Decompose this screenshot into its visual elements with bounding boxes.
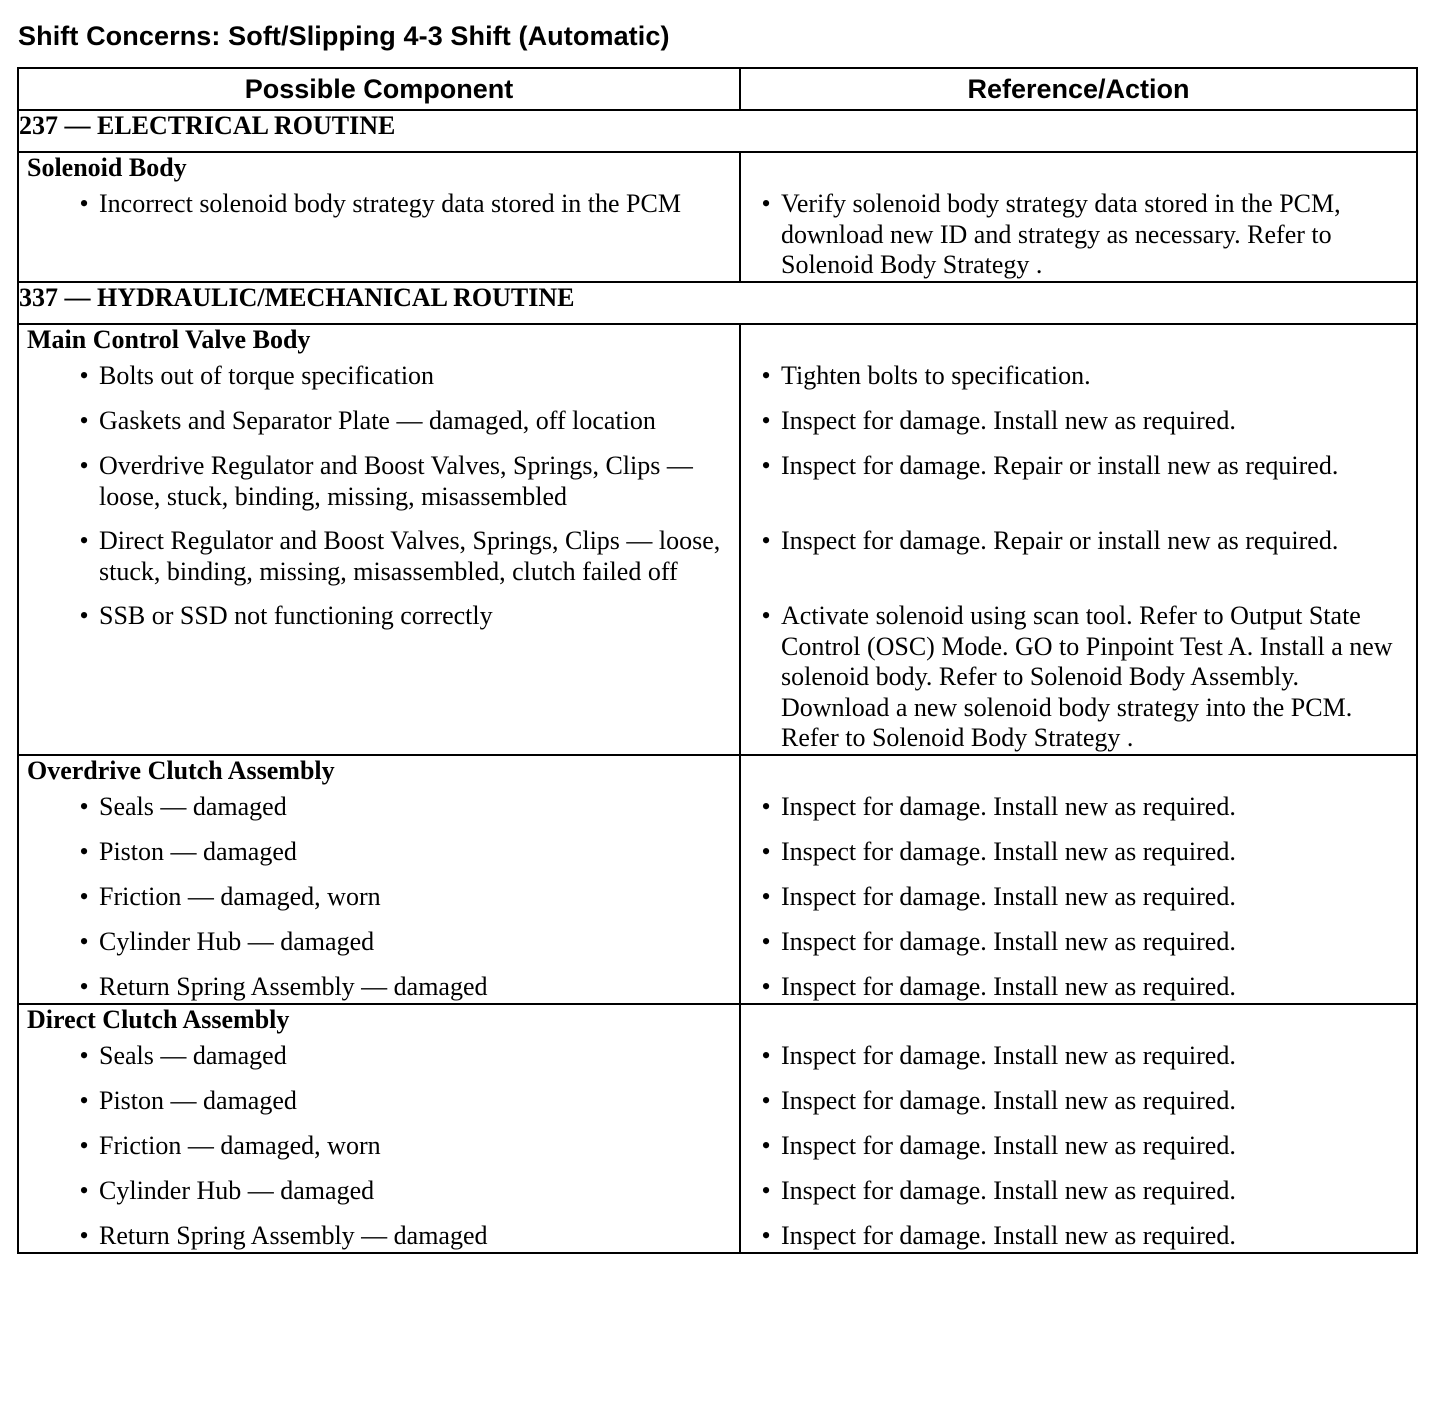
component-cell: [18, 324, 740, 755]
action-item: [741, 972, 1416, 1003]
component-item: [19, 1221, 739, 1252]
component-cell: [18, 755, 740, 1004]
component-group-row: [18, 152, 1417, 282]
routine-row: [18, 282, 1417, 324]
component-item: [19, 927, 739, 958]
bullet-icon: •: [761, 526, 771, 555]
action-text: Inspect for damage. Repair or install new as required.: [781, 451, 1339, 480]
component-group-title: Overdrive Clutch Assembly: [27, 756, 335, 785]
action-item: [741, 837, 1416, 868]
action-text: Inspect for damage. Repair or install new as required.: [781, 526, 1339, 555]
bullet-icon: •: [79, 406, 89, 435]
bullet-icon: •: [79, 1131, 89, 1160]
component-item: [19, 1176, 739, 1207]
bullet-icon: •: [79, 792, 89, 821]
action-item: [741, 1176, 1416, 1207]
component-item: [19, 451, 739, 512]
bullet-icon: •: [79, 882, 89, 911]
component-text: Seals — damaged: [99, 792, 287, 821]
document-title: Shift Concerns: Soft/Slipping 4-3 Shift (Automatic): [18, 21, 670, 51]
bullet-icon: •: [761, 792, 771, 821]
component-group-row: [18, 1004, 1417, 1253]
action-spacer: [741, 1005, 1416, 1041]
action-item: [741, 1131, 1416, 1162]
component-cell: [18, 1004, 740, 1253]
component-text: Direct Regulator and Boost Valves, Springs, Clips — loose, stuck, binding, missing, misassembled, clutch failed off: [99, 526, 721, 586]
action-item: [741, 1221, 1416, 1252]
component-group-title: Solenoid Body: [27, 153, 187, 182]
component-text: Gaskets and Separator Plate — damaged, off location: [99, 406, 656, 435]
component-cell: [18, 152, 740, 282]
action-text: Inspect for damage. Install new as required.: [781, 1131, 1236, 1160]
action-text: Inspect for damage. Install new as required.: [781, 792, 1236, 821]
action-text: Activate solenoid using scan tool. Refer to Output State Control (OSC) Mode. GO to Pinpoint Test A. Install a new solenoid body. Refer to Solenoid Body Assembly. Download a new solenoid body strategy into the PCM. Refer to Solenoid Body Strategy .: [781, 601, 1393, 752]
action-cell: [740, 1004, 1417, 1253]
action-text: Inspect for damage. Install new as required.: [781, 1086, 1236, 1115]
action-text: Inspect for damage. Install new as required.: [781, 406, 1236, 435]
action-item: [741, 189, 1416, 281]
component-item: [19, 526, 739, 587]
action-item: [741, 882, 1416, 913]
action-item: [741, 601, 1416, 754]
bullet-icon: •: [761, 1041, 771, 1070]
action-spacer: [741, 325, 1416, 361]
bullet-icon: •: [79, 927, 89, 956]
bullet-icon: •: [761, 927, 771, 956]
column-header-component: Possible Component: [18, 68, 740, 110]
action-cell: [740, 324, 1417, 755]
bullet-icon: •: [79, 526, 89, 555]
component-text: Cylinder Hub — damaged: [99, 1176, 375, 1205]
component-item: [19, 792, 739, 823]
action-text: Inspect for damage. Install new as required.: [781, 972, 1236, 1001]
component-text: Piston — damaged: [99, 1086, 297, 1115]
diagnosis-table: [17, 67, 1418, 1254]
component-group-title: Direct Clutch Assembly: [27, 1005, 290, 1034]
routine-heading: 337 — HYDRAULIC/MECHANICAL ROUTINE: [18, 282, 1417, 324]
routine-row: [18, 110, 1417, 152]
bullet-icon: •: [79, 972, 89, 1001]
action-spacer: [741, 153, 1416, 189]
bullet-icon: •: [79, 361, 89, 390]
bullet-icon: •: [761, 882, 771, 911]
component-item: [19, 361, 739, 392]
bullet-icon: •: [761, 601, 771, 630]
component-group-row: [18, 755, 1417, 1004]
bullet-icon: •: [761, 837, 771, 866]
action-spacer: [741, 756, 1416, 792]
component-item: [19, 837, 739, 868]
component-text: Return Spring Assembly — damaged: [99, 1221, 488, 1250]
component-item: [19, 1041, 739, 1072]
bullet-icon: •: [761, 189, 771, 218]
bullet-icon: •: [761, 1176, 771, 1205]
action-text: Inspect for damage. Install new as required.: [781, 837, 1236, 866]
action-item: [741, 1086, 1416, 1117]
bullet-icon: •: [79, 837, 89, 866]
bullet-icon: •: [79, 451, 89, 480]
component-text: Incorrect solenoid body strategy data stored in the PCM: [99, 189, 681, 218]
component-text: Overdrive Regulator and Boost Valves, Springs, Clips — loose, stuck, binding, missing, misassembled: [99, 451, 693, 511]
bullet-icon: •: [79, 601, 89, 630]
component-item: [19, 406, 739, 437]
bullet-icon: •: [761, 972, 771, 1001]
bullet-icon: •: [761, 361, 771, 390]
action-cell: [740, 152, 1417, 282]
component-text: Friction — damaged, worn: [99, 882, 381, 911]
component-text: Return Spring Assembly — damaged: [99, 972, 488, 1001]
component-item: [19, 972, 739, 1003]
component-text: SSB or SSD not functioning correctly: [99, 601, 493, 630]
bullet-icon: •: [761, 451, 771, 480]
action-item: [741, 361, 1416, 392]
bullet-icon: •: [79, 1086, 89, 1115]
component-item: [19, 189, 739, 281]
action-text: Inspect for damage. Install new as required.: [781, 1041, 1236, 1070]
action-text: Inspect for damage. Install new as required.: [781, 882, 1236, 911]
bullet-icon: •: [79, 1221, 89, 1250]
component-item: [19, 882, 739, 913]
action-cell: [740, 755, 1417, 1004]
action-item: [741, 1041, 1416, 1072]
action-text: Inspect for damage. Install new as required.: [781, 1221, 1236, 1250]
header-row: [18, 68, 1417, 110]
component-text: Seals — damaged: [99, 1041, 287, 1070]
bullet-icon: •: [79, 189, 89, 218]
component-item: [19, 601, 739, 754]
bullet-icon: •: [761, 406, 771, 435]
column-header-action: Reference/Action: [740, 68, 1417, 110]
action-text: Tighten bolts to specification.: [781, 361, 1091, 390]
bullet-icon: •: [79, 1176, 89, 1205]
bullet-icon: •: [761, 1086, 771, 1115]
action-text: Inspect for damage. Install new as required.: [781, 1176, 1236, 1205]
component-item: [19, 1086, 739, 1117]
action-item: [741, 451, 1416, 512]
component-text: Bolts out of torque specification: [99, 361, 435, 390]
component-text: Piston — damaged: [99, 837, 297, 866]
component-item: [19, 1131, 739, 1162]
component-text: Friction — damaged, worn: [99, 1131, 381, 1160]
bullet-icon: •: [761, 1131, 771, 1160]
bullet-icon: •: [761, 1221, 771, 1250]
bullet-icon: •: [79, 1041, 89, 1070]
action-item: [741, 406, 1416, 437]
component-group-title: Main Control Valve Body: [27, 325, 311, 354]
action-item: [741, 526, 1416, 587]
action-text: Inspect for damage. Install new as required.: [781, 927, 1236, 956]
action-item: [741, 792, 1416, 823]
component-text: Cylinder Hub — damaged: [99, 927, 375, 956]
action-text: Verify solenoid body strategy data stored in the PCM, download new ID and strategy as necessary. Refer to Solenoid Body Strategy .: [781, 189, 1341, 279]
routine-heading: 237 — ELECTRICAL ROUTINE: [18, 110, 1417, 152]
action-item: [741, 927, 1416, 958]
component-group-row: [18, 324, 1417, 755]
